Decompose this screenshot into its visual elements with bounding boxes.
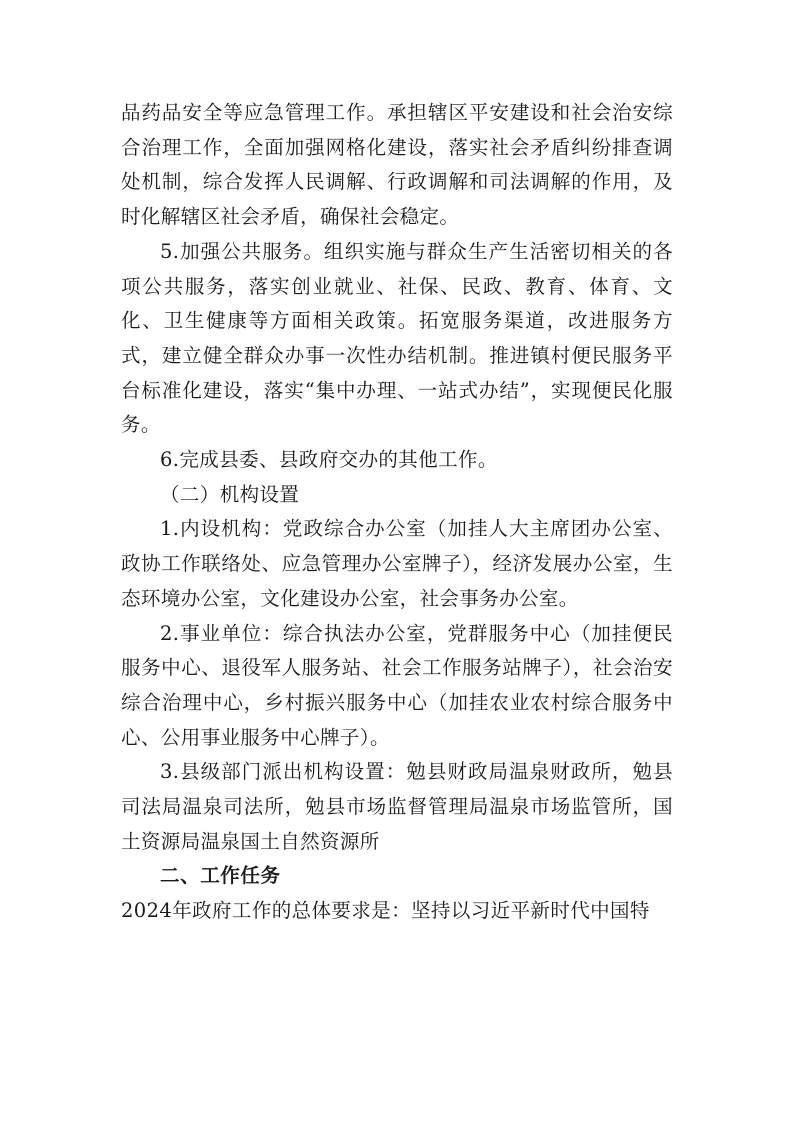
paragraph-tasks-intro: 2024年政府工作的总体要求是：坚持以习近平新时代中国特	[121, 899, 650, 923]
paragraph-org-1: 1.内设机构：党政综合办公室（加挂人大主席团办公室、政协工作联络处、应急管理办公室牌子），经济发展办公室，生态环境办公室，文化建设办公室，社会事务办公室。	[121, 517, 673, 610]
document-page	[121, 96, 673, 929]
section-heading-organization: （二）机构设置	[160, 482, 300, 506]
paragraph-continuation: 品药品安全等应急管理工作。承担辖区平安建设和社会治安综合治理工作，全面加强网格化建设，落实社会矛盾纠纷排查调处机制，综合发挥人民调解、行政调解和司法调解的作用，及时化解辖区社会矛盾，确保社会稳定。	[121, 101, 673, 229]
section-heading-tasks: 二、工作任务	[160, 864, 281, 888]
paragraph-org-2: 2.事业单位：综合执法办公室，党群服务中心（加挂便民服务中心、退役军人服务站、社会工作服务站牌子），社会治安综合治理中心，乡村振兴服务中心（加挂农业农村综合服务中心、公用事业服务中心牌子）。	[121, 621, 673, 749]
paragraph-item-6: 6.完成县委、县政府交办的其他工作。	[160, 448, 498, 472]
paragraph-org-3: 3.县级部门派出机构设置：勉县财政局温泉财政所，勉县司法局温泉司法所，勉县市场监督管理局温泉市场监管所，国土资源局温泉国土自然资源所	[121, 760, 673, 853]
paragraph-item-5: 5.加强公共服务。组织实施与群众生产生活密切相关的各项公共服务，落实创业就业、社保、民政、教育、体育、文化、卫生健康等方面相关政策。拓宽服务渠道，改进服务方式，建立健全群众办事一次性办结机制。推进镇村便民服务平台标准化建设，落实“集中办理、一站式办结”，实现便民化服务。	[121, 239, 673, 437]
